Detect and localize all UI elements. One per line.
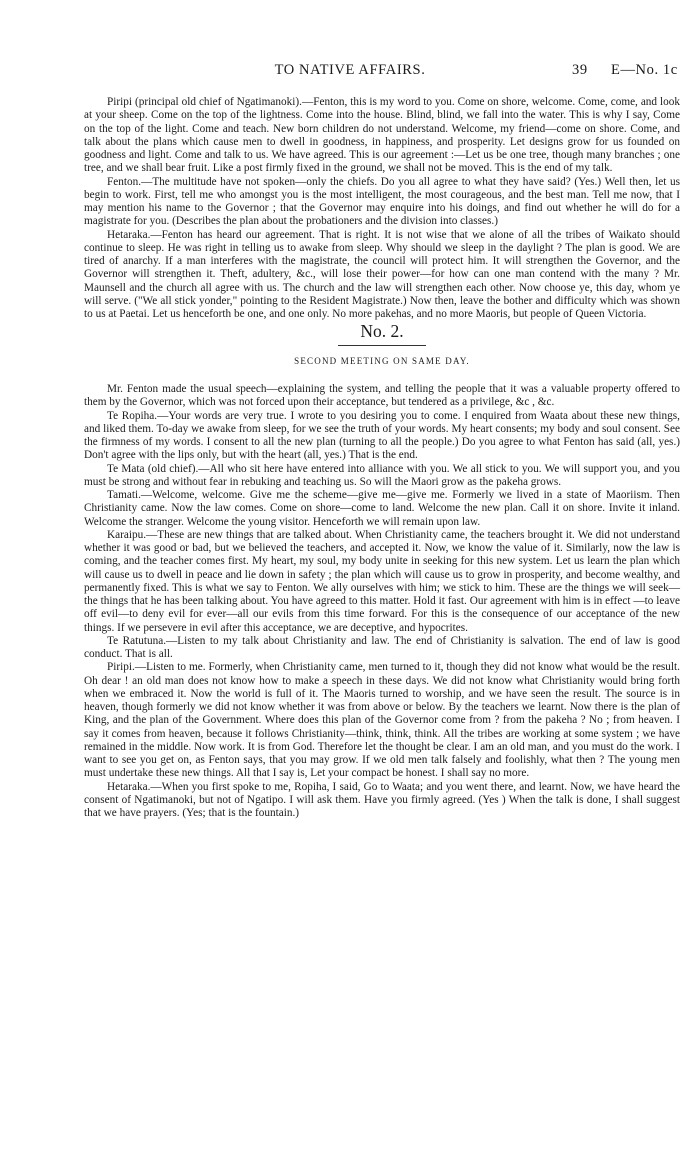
section-number-heading (84, 321, 680, 346)
paragraph: Mr. Fenton made the usual speech—explaining the system, and telling the people that it was a valuable property offered to them by the Governor, which was not forced upon their acceptance, but tendered as a privilege, &c , &c. (84, 383, 680, 409)
section-number: No. 2. (360, 321, 404, 341)
paragraph: Te Ratutuna.—Listen to my talk about Christianity and law. The end of Christianity is salvation. The end of law is good conduct. That is all. (84, 634, 680, 660)
document-reference: E—No. 1c (611, 62, 678, 78)
paragraph: Fenton.—The multitude have not spoken—only the chiefs. Do you all agree to what they have said? (Yes.) Well then, let us begin to work. First, tell me who amongst you is the most intelligent, the most courageous, and the best man. Tell me now, that I may mention his name to the Governor ; that the Governor may enquire into his doings, and find out whether he will do for a magistrate for you. (Describes the plan about the probationers and the division into classes.) (84, 175, 680, 228)
paragraph: Tamati.—Welcome, welcome. Give me the scheme—give me—give me. Formerly we lived in a state of Maoriism. Then Christianity came. Now the law comes. Come on shore—come to land. Welcome the new plan. Call it on shore. Invite it inland. Welcome the stranger. Welcome the young visitor. Henceforth we will remain upon law. (84, 489, 680, 528)
paragraph: Piripi.—Listen to me. Formerly, when Christianity came, men turned to it, though they did not know what would be the result. Oh dear ! an old man does not know how to make a speech in these days. We did not know what Christianity would bring forth when we embraced it. Now the world is full of it. The Maoris turned to worship, and we have seen the result. The source is in heaven, though formerly we did not know whether it was from above or below. By the teachers we learnt. Now there is the plan of King, and the plan of the Government. Where does this plan of the Governor come from ? from the pakeha ? No ; from heaven. I say it comes from heaven, because it follows Christianity—think, think, think. All the tribes are working at some system ; we have remained in the middle. Now work. It is from God. Therefore let the thought be clear. I am an old man, and you must do the work. I want to see you get on, as Fenton says, that you may grow. If we old men talk falsely and foolishly, what then ? The young men must undertake these new things. All that I say is, Let your compact be honest. I shall say no more. (84, 661, 680, 780)
section-2-body (84, 383, 680, 820)
section-1-body (84, 96, 680, 321)
running-header (0, 62, 700, 82)
heading-rule (338, 345, 426, 346)
paragraph: Karaipu.—These are new things that are talked about. When Christianity came, the teachers brought it. We did not understand whether it was good or bad, but we believed the teachers, and accepted it. Now, we know the value of it. Similarly, now the law is coming, and the teacher comes first. My heart, my soul, my body unite in seeking for this new system. Let us learn the plan which will cause us to dwell in peace and lie down in safety ; the plan which will cause us to grow in prosperity, and become wealthy, and permanently fixed. This is what we say to Fenton. We ally ourselves with him; we stick to him. These are the things we will seek—the things that he has been talking about. You have agreed to this matter. Hold it fast. Our agreement with him is in effect —to leave off evil—to deny evil for ever—all our evils from this time forward. For this is the consequence of our acceptance of the new things. If we persevere in evil after this acceptance, we are deceptive, and hypocrites. (84, 528, 680, 634)
paragraph: Hetaraka.—Fenton has heard our agreement. That is right. It is not wise that we alone of all the tribes of Waikato should continue to sleep. He was right in telling us to awake from sleep. Why should we sleep in the daylight ? The plan is good. We are tired of anarchy. If a man interferes with the magistrate, the council will protect him. It will strengthen the Governor, and the Governor will strengthen it. Theft, adultery, &c., will lose their power—for how can one man contend with the many ? Mr. Maunsell and the church all agree with us. The church and the law will strengthen each other. Now choose ye, this day, whom ye will serve. ("We all stick yonder," pointing to the Resident Magistrate.) Now then, leave the bother and difficulty which was shown to us at Paetai. Let us henceforth be one, and one only. No more pakehas, and no more Maoris, but people of Queen Victoria. (84, 228, 680, 320)
paragraph: Te Mata (old chief).—All who sit here have entered into alliance with you. We all stick to you. We will support you, and you must be strong and without fear in rebuking and teaching us. So will the Maori grow as the pakeha grows. (84, 462, 680, 488)
paragraph: Hetaraka.—When you first spoke to me, Ropiha, I said, Go to Waata; and you went there, and learnt. Now, we have heard the consent of Ngatimanoki, but not of Ngatipo. I will ask them. Have you firmly agreed. (Yes ) When the talk is done, I shall suggest that we have prayers. (Yes; that is the fountain.) (84, 780, 680, 819)
paragraph: Piripi (principal old chief of Ngatimanoki).—Fenton, this is my word to you. Come on shore, welcome. Come, come, and look at your sheep. Come on the top of the lightness. Come into the house. Blind, blind, we fall into the water. This is why I say, Come on the top of the light. Come and teach. New born children do not understand. Welcome, my friend—come on shore. Come, and talk about the plans which cause men to dwell in goodness, in happiness, and prosperity. Let designs grow for us founded on goodness and light. Come and talk to us. We have agreed. This is our agreement :—Let us be one tree, though many branches ; one tree, and we shall bear fruit. Like a post firmly fixed in the ground, we shall not be moved. This is the end of my talk. (84, 96, 680, 175)
section-subtitle: SECOND MEETING ON SAME DAY. (294, 356, 470, 366)
header-title: TO NATIVE AFFAIRS. (274, 62, 426, 78)
page-number: 39 (572, 62, 588, 78)
paragraph: Te Ropiha.—Your words are very true. I wrote to you desiring you to come. I enquired from Waata about these new things, and liked them. To-day we awake from sleep, for we see the truth of your words. My heart consents; my body and soul consent. See the firmness of my words. I consent to all the new plan (turning to all the people.) Do you agree to what Fenton has said (all, yes.) Don't agree with the lips only, but with the heart (all, yes.) That is the end. (84, 409, 680, 462)
